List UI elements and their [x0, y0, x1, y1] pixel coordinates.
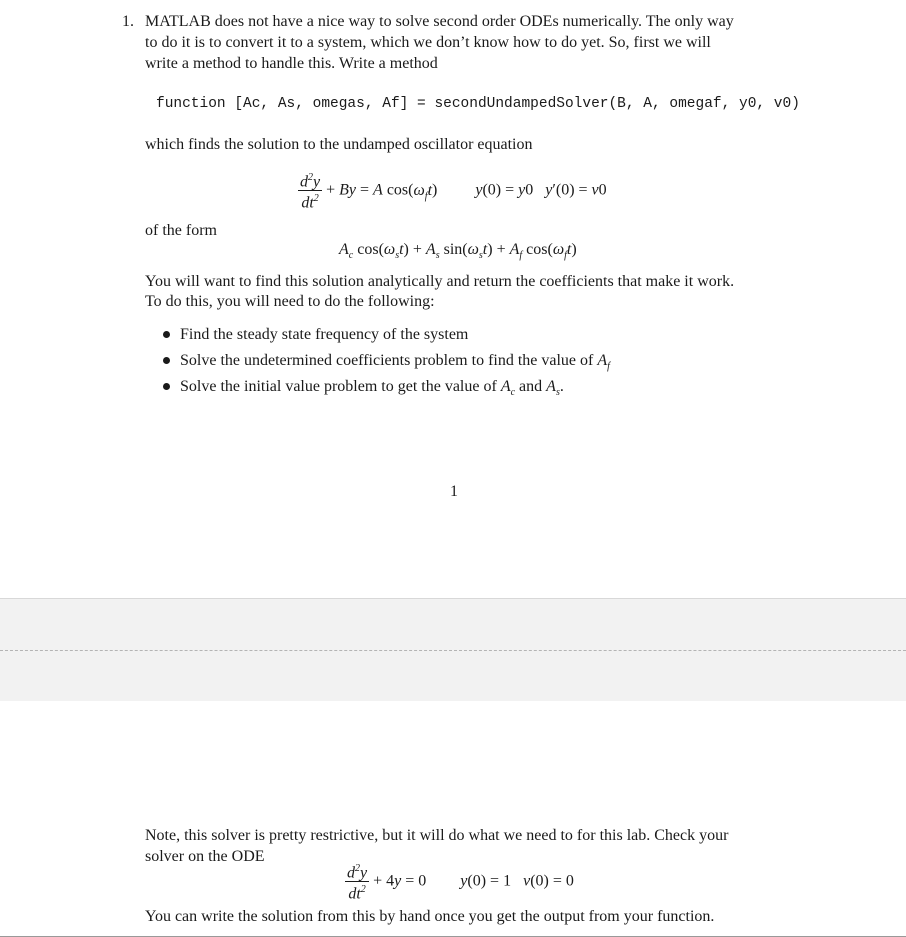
problem-number: 1.: [122, 13, 134, 30]
intro-line-3: write a method to handle this. Write a method: [145, 55, 438, 72]
bullet-item-3: Solve the initial value problem to get the value of $A_c$ and $A_s$.: [180, 378, 564, 399]
intro-line-2: to do it is to convert it to a system, which we don’t know how to do yet. So, first we will: [145, 34, 711, 51]
which-finds-text: which finds the solution to the undamped oscillator equation: [145, 136, 533, 153]
test-equation: $\frac{d^2y}{dt^2}$ + 4y = 0 y(0) = 1 v(0) = 0: [347, 863, 574, 903]
oscillator-equation: $\frac{d^2y}{dt^2}$ + By = A $\cos(\omega_ft) y(0) = y0$ y′(0) = v0: [300, 172, 607, 212]
bullet-item-1: Find the steady state frequency of the system: [180, 326, 469, 343]
page-number: 1: [450, 483, 458, 500]
bullet-dot: [163, 357, 170, 364]
analytic-line-1: You will want to find this solution analytically and return the coefficients that make it work.: [145, 273, 735, 290]
of-the-form-text: of the form: [145, 222, 217, 239]
bullet-item-2: Solve the undetermined coefficients problem to find the value of $A_f$: [180, 352, 610, 373]
intro-line-1: MATLAB does not have a nice way to solve second order ODEs numerically. The only way: [145, 13, 734, 30]
final-line: You can write the solution from this by hand once you get the output from your function.: [145, 908, 715, 925]
analytic-line-2: To do this, you will need to do the following:: [145, 293, 435, 310]
note-line-2: solver on the ODE: [145, 848, 265, 865]
solution-form: $A_c$ $\cos(\omega_st) + A_s$ $\sin(\omega_st) + A_f$ $\cos(\omega_ft)$: [339, 241, 577, 262]
function-signature: function [Ac, As, omegas, Af] = secondUndampedSolver(B, A, omegaf, y0, v0): [156, 96, 800, 112]
bullet-dot: [163, 331, 170, 338]
page-break-divider: [0, 650, 906, 651]
bullet-dot: [163, 383, 170, 390]
note-line-1: Note, this solver is pretty restrictive, but it will do what we need to for this lab. Check your: [145, 827, 729, 844]
